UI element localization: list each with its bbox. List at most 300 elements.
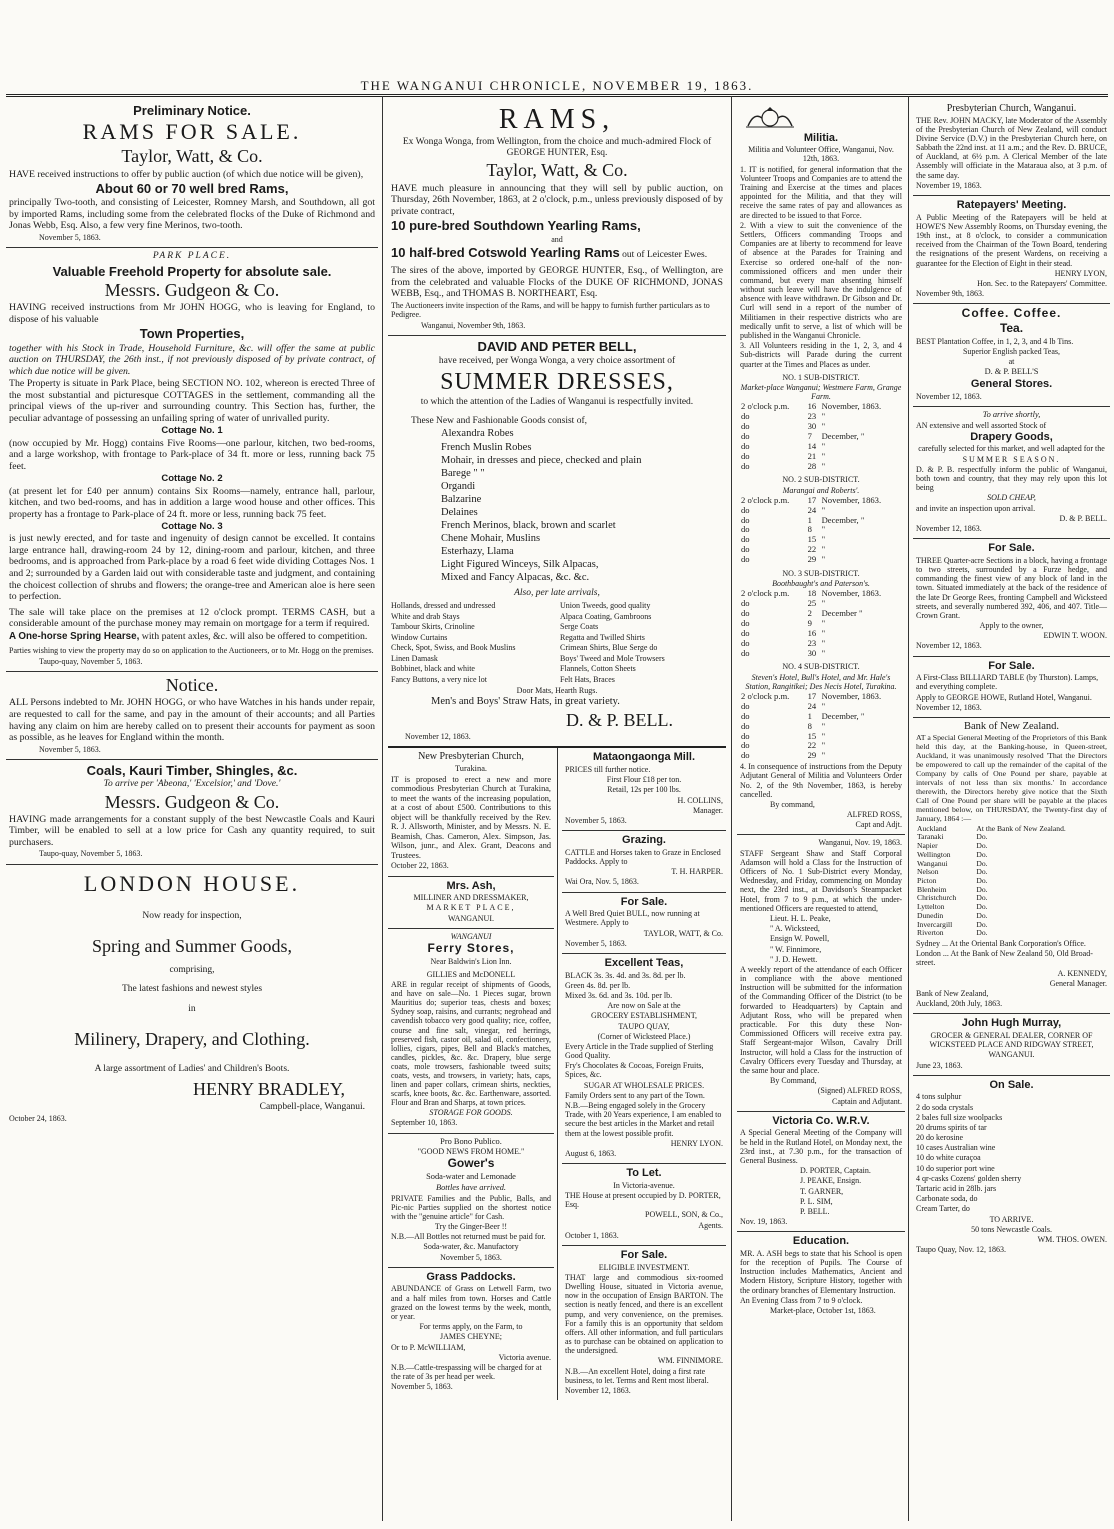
ad-maker: Soda-water, &c. Manufactory [423,1242,519,1252]
ad-body2: carefully selected for this market, and well adapted for the [918,444,1105,454]
schedule-row [740,619,902,629]
goods-item: Organdi [441,480,476,492]
ad-date: Taupo Quay, Nov. 12, 1863. [916,1245,1006,1255]
schedule-row [740,599,902,609]
ad-line: comprising, [169,965,215,976]
ad-line: BLACK 3s. 3s. 4d. and 3s. 8d. per lb. [565,970,686,980]
ad-loc: In Victoria-avenue. [613,1180,675,1190]
teas-ad [562,954,726,1164]
table-cell: Do. [976,841,988,851]
table-cell: do [741,740,750,751]
ad-title: Pro Bono Publico. [440,1136,502,1146]
schedule-row [740,741,902,751]
goods-item: Esterhazy, Llama [441,546,514,558]
ad-firm: Taylor, Watt, & Co. [486,160,628,181]
ad-date: November 5, 1863. [565,938,627,948]
ad-intro: HAVE much pleasure in announcing that they will sell by public auction, on Thursday, 26th November, 1863, at 2 o'clock, p.m., unless previously disposed of by private contract, [391,182,723,217]
ad-body: ALL Persons indebted to Mr. JOHN HOGG, or who have Watches in his hands under repair, are requested to call for the same, and pay in the amount of their accounts; and all Parties having any claim on him are hereby called on to present their accounts for payment as soon as possible, as he leaves for England within the month. [9,697,375,744]
table-cell: do [741,554,750,565]
ad-date: November 19, 1863. [916,180,982,190]
table-cell: 30 [807,421,817,432]
ad-big: SUMMER DRESSES, [440,368,674,395]
ad-firm: GILLIES and McDONELL [426,969,516,979]
ad-line: The latest fashions and newest styles [121,984,263,995]
ad-body: ARE in regular receipt of shipments of Goods, and have on sale—No. 1 Pieces sugar, brown Mauritius do; superior teas, chests and boxes; Sydney soap, raisins, and currants; negrohead and cavendish tobacco very good quality; rice, coffee, course and fine salt, vinegar, red herrings, preserved fish, castor oil, salad oil, confectionery, lollies, cigars, pipes, Bell and Black's matches, candles, pickles, &c. &c. Drapery, blue serge coats, mole trowsers, fashionable tweed suits; coats, vests, and trowsers, in variety; hats, caps, linen and paper collars, crimean shirts, neckties, scarfs, knee boots, &c. &c. Earthenware, assorted. Flour and Bran and Sharps, at town prices. [391,980,551,1108]
ad-date: November 5, 1863. [565,816,627,825]
table-cell: 22 [807,740,817,751]
district-title: NO. 1 SUB-DISTRICT. [782,372,860,382]
ad-title: For Sale. [988,542,1035,555]
ad-date: November 5, 1863. [39,233,101,243]
ad-line: Milinery, Drapery, and Clothing. [74,1028,310,1049]
ad-kicker: WANGANUI [450,931,492,941]
table-cell: 16 [807,401,817,412]
table-cell: 14 [807,440,817,451]
schedule-row [740,402,902,412]
table-cell: 1 [807,710,812,721]
sale-item: Tartaric acid in 28lb. jars [916,1184,997,1194]
ad-date: November 12, 1863. [916,391,982,401]
table-cell: Taranaki [917,832,944,842]
table-cell: do [741,544,750,555]
ad-sign: ALFRED ROSS, [846,810,902,820]
mill-ad [562,748,726,831]
cottage-desc: (at present let for £40 per annum) contains Six Rooms—namely, entrance hall, parlour, kitchen, and two bed-rooms, and has in addition a large wood house and other offices. This property has a frontage to Park-place of 24 ft. more or less, running back 75 feet. [9,485,375,520]
district-title: NO. 2 SUB-DISTRICT. [782,475,860,485]
ad-line: Retail, 12s per 100 lbs. [607,785,681,795]
goods-item: Balzarine [441,493,482,505]
member-name: P. BELL. [800,1206,830,1216]
table-cell: December " [821,608,863,619]
ad-date: November 5, 1863. [391,1382,453,1392]
ad-line: A large assortment of Ladies' and Children's Boots. [94,1064,290,1075]
table-cell: 2 [807,608,812,619]
sale-item: 10 do white curaçoa [916,1153,981,1163]
table-cell: 23 [807,637,817,648]
officer-name: Ensign W. Powell, [770,934,830,944]
ad-viewing: Parties wishing to view the property may do so on application to the Auctioneers, or to Mr. Hogg on the premises. [9,646,374,656]
ad-body: A weekly report of the attendance of each Officer in compliance with the above mentioned Instruction will be submitted for the information of the Commanding Officer of the District (to be forwarded to Headquarters) by Captain and Adjutant Ross, who will be prepared when practicable. For this duty these Non-Commissioned Officers will receive extra pay. Staff Sergeant-major Wilson, Cavalry Drill Instructor, will hold a Class for the instruction of Cavalry Officers every Tuesday and Thursday, at the same hour and place. [740,964,902,1075]
ad-store2: General Stores. [970,378,1053,391]
goods-item: Mohair, in dresses and piece, checked and plain [441,454,642,466]
table-cell: do [741,647,750,658]
table-cell: " [821,554,826,565]
ad-apply: Apply to GEORGE HOWE, Rutland Hotel, Wanganui. [916,692,1092,702]
goods-item: Fancy Buttons, a very nice lot [391,674,487,684]
schedule-row [740,516,902,526]
ad-gower: Gower's [447,1156,495,1171]
table-cell: Do. [976,849,988,859]
goods-item: Felt Hats, Braces [560,674,615,684]
ad-title: New Presbyterian Church, [418,751,524,763]
ad-line: 10 pure-bred Southdown Yearling Rams, [391,218,641,234]
table-cell: November, 1863. [821,494,882,505]
ad-sign: (Signed) ALFRED ROSS, [817,1086,902,1096]
ad-firm: Taylor, Watt, & Co. [121,146,263,167]
schedule-row [740,712,902,722]
goods-item: Tambour Skirts, Crinoline [391,622,475,632]
ad-title: Excellent Teas, [604,956,684,969]
ad-or: Or to P. McWILLIAM, [391,1342,466,1352]
table-cell: Do. [976,884,988,894]
ad-bottles: Bottles have arrived. [435,1182,506,1192]
officer-name: Lieut. H. L. Peake, [770,913,831,923]
place-row [916,868,1107,877]
to-let-ad [562,1164,726,1246]
table-cell: " [821,627,826,638]
ad-line: Spring and Summer Goods, [92,936,292,957]
ad-title: Victoria Co. W.R.V. [772,1114,870,1127]
ad-date: November 12, 1863. [916,641,982,651]
table-cell: 2 o'clock p.m. [741,588,790,599]
ad-london: London ... At the Bank of New Zealand 50, Old Broad-street. [916,949,1093,968]
ad-soda: Soda-water and Lemonade [426,1172,516,1182]
goods-item: Barege " " [441,467,485,479]
ad-office: Militia and Volunteer Office, Wanganui, Nov. 12th, 1863. [748,145,894,164]
table-cell: Dunedin [917,910,944,920]
ad-line: Green 4s. 8d. per lb. [565,980,631,990]
ad-invite: The Auctioneers invite inspection of the Rams, and will be happy to furnish further particulars as to Pedigree. [391,300,710,320]
schedule-row [740,525,902,535]
ad-intro: HAVE received instructions to offer by public auction (of which due notice will be given), [9,168,364,180]
ad-title2: Tea. [999,321,1024,336]
ad-title: Militia. [803,131,839,144]
district-location: Market-place Wanganui; Westmere Farm, Grange Farm. [740,382,902,402]
ad-ave: Victoria avenue. [498,1352,551,1362]
church-ad [388,748,554,876]
table-cell: " [821,534,826,545]
ad-body: HAVING made arrangements for a constant supply of the best Newcastle Coals and Kauri Timber, will be enabled to sell at a low price for Cash any quantity required, to suit purchasers. [9,813,375,848]
table-cell: November, 1863. [821,588,882,599]
table-cell: Do. [976,858,988,868]
ad-arrive: To arrive shortly, [982,409,1041,419]
ad-date: November 12, 1863. [916,523,982,533]
district-title: NO. 3 SUB-DISTRICT. [782,568,860,578]
sale-item: 20 do kerosine [916,1133,964,1143]
place-row [916,929,1107,938]
ad-subtitle: Town Properties, [139,326,245,342]
ad-date: October 22, 1863. [391,861,449,871]
hearse-title: A One-horse Spring Hearse, [9,630,140,642]
ad-para: 3. All Volunteers residing in the 1, 2, 3, and 4 Sub-districts will Parade during the current quarter at the Times and Places as under. [740,341,902,369]
ad-sign: WM. THOS. OWEN. [1037,1234,1107,1244]
ad-title: For Sale. [620,895,668,908]
table-cell: " [821,421,826,432]
ad-title: On Sale. [989,1078,1034,1091]
column-divider [731,96,732,1521]
ad-para: 1. IT is notified, for general information that the Volunteer Troops and Companies are to attend the Training and Exercise at the times and places appointed for the Militia, and that they will receive the same rates of pay and allowances as are directed to be issued to that Force. [740,164,902,220]
schedule-row [740,422,902,432]
ad-body: THE Rev. JOHN MACKY, late Moderator of the Assembly of the Presbyterian Church of New Zealand, will conduct Divine Service (D.V.) in the Presbyterian Church here, on Sabbath the 22nd inst. at 11 a.m.; and the Rev. D. BRUCE, of Auckland, at 6½ p.m. A Clerical Member of the late Assembly will officiate in the Mataraua also, at 3 p.m. of the same day. [916,115,1107,180]
ad-title: John Hugh Murray, [961,1017,1062,1030]
table-cell: do [741,450,750,461]
table-cell: " [821,598,826,609]
ad-intro: HAVING received instructions from Mr JOHN HOGG, who is leaving for England, to dispose of his valuable [9,302,375,325]
ad-storage: STORAGE FOR GOODS. [429,1108,513,1118]
ad-body: THREE Quarter-acre Sections in a block, having a frontage to two streets, surrounded by a Furze hedge, and commanding the finest view of any block of land in the town. Situated immediately at the back of the residence of the late Dr George Rees, fronting Campbell and Wicksteed streets, and severally numbered 392, 406, and 407. Title—Crown Grant. [916,555,1107,620]
table-cell: do [741,730,750,741]
ad-title: Education. [792,1235,850,1248]
ad-body: BEST Plantation Coffee, in 1, 2, 3, and 4 lb Tins. [916,336,1074,346]
ad-role: Agents. [698,1220,723,1230]
ad-town: WANGANUI. [988,1050,1035,1060]
cottage-desc: is just newly erected, and for taste and ingenuity of design cannot be excelled. It contains large entrance hall, drawing-room 24 by 12, dining-room and parlour, kitchen, and three bedrooms, and is approached from Park-place by a road 6 feet wide dividing Cottages Nos. 1 and 2; surrounded by a Garden laid out with considerable taste and judgment, and containing the choicest collection of shrubs and flowers; the orange-tree and American aloe is here seen to perfection. [9,533,375,603]
ad-title: Mataongaonga Mill. [592,751,696,764]
ad-nb: N.B.—All Bottles not returned must be paid for. [391,1232,546,1242]
table-cell: " [821,460,826,471]
table-cell: 21 [807,450,817,461]
grass-paddocks-ad [388,1268,554,1397]
ad-arrive: TO ARRIVE. [989,1214,1034,1224]
schedule-row [740,629,902,639]
table-cell: 18 [807,588,817,599]
table-cell: " [821,544,826,555]
district-location: Marangai and Roberts'. [782,485,860,495]
table-cell: Invercargill [917,919,953,929]
sale-item: 4 qr-casks Cozens' golden sherry [916,1173,1022,1183]
billiard-sale-ad [913,657,1110,718]
ad-firm: Messrs. Gudgeon & Co. [104,280,280,300]
table-cell: " [821,411,826,422]
ad-and: and [551,234,563,244]
ad-town: WANGANUI. [448,913,494,923]
ad-title: RAMS, [498,104,616,135]
notice-ad [6,672,378,760]
goods-item: Chene Mohair, Muslins [441,532,541,544]
table-cell: Do. [976,902,988,912]
column-2 [388,100,726,1519]
ad-loc: Bank of New Zealand, [916,988,989,998]
royal-crest-icon [740,106,800,128]
ad-date: November 5, 1863. [39,744,101,754]
ad-title: Notice. [165,675,219,696]
table-cell: do [741,504,750,515]
table-cell: 15 [807,730,817,741]
ad-tea: Superior English packed Teas, [962,347,1061,357]
goods-item: Alexandra Robes [441,428,514,440]
schedule-row [740,535,902,545]
ad-date: Taupo-quay, November 5, 1863. [39,849,143,859]
table-cell: do [741,514,750,525]
ferry-stores-ad [388,929,554,1134]
ad-sub: ELIGIBLE INVESTMENT. [598,1262,690,1272]
ad-nb: N.B.—An excellent Hotel, doing a first rate business, to let. Terms and Rent most liberal. [565,1366,709,1385]
ad-sign: HENRY LYON, [1054,268,1107,278]
table-cell: 29 [807,750,817,761]
sale-item: 2 do soda crystals [916,1102,974,1112]
sale-item: Cream Tarter, do [916,1204,970,1214]
table-cell: 2 o'clock p.m. [741,691,790,702]
investment-sale-ad [562,1246,726,1400]
table-cell: Do. [976,867,988,877]
officer-name: " J. D. Hewett. [770,954,818,964]
schedule-row [740,555,902,565]
ad-line: First Flour £18 per ton. [606,775,682,785]
goods-item: Mixed and Fancy Alpacas, &c. &c. [441,572,590,584]
ad-sign: POWELL, SON, & Co., [645,1210,723,1220]
ad-by: By command, [770,799,815,809]
schedule-row [740,462,902,472]
table-cell: do [741,617,750,628]
table-cell: 8 [807,720,812,731]
sale-item: 4 tons sulphur [916,1092,962,1102]
table-cell: Auckland [917,823,947,833]
bull-sale-ad [562,893,726,954]
ad-body: ABUNDANCE of Grass on Letwell Farm, two and a half miles from town. Horses and Cattle grazed on the lowest terms by the week, month, or year. [391,1284,551,1322]
ad-lead: together with his Stock in Trade, Household Furniture, &c. will offer the same at public auction on THURSDAY, the 26th inst., if not previously disposed of by private contract, of which due notice will be given. [9,342,375,377]
ad-date: August 6, 1863. [565,1148,617,1158]
table-cell: do [741,440,750,451]
table-cell: 9 [807,617,812,628]
ad-sign: TAYLOR, WATT, & Co. [643,928,723,938]
schedule-row [740,545,902,555]
cottage-title: Cottage No. 3 [161,521,223,533]
table-cell: do [741,627,750,638]
rams-ad [388,100,726,336]
table-cell: 22 [807,544,817,555]
ad-sign: D. & P. BELL. [565,709,673,730]
ad-apply: Apply to the owner, [979,621,1044,631]
table-cell: " [821,700,826,711]
ad-quote: "GOOD NEWS FROM HOME." [417,1147,525,1157]
ad-coals: 50 tons Newcastle Coals. [971,1224,1052,1234]
table-cell: do [741,608,750,619]
table-cell: " [821,740,826,751]
schedule-row [740,702,902,712]
ad-orders: Family Orders sent to any part of the Town. [565,1090,705,1100]
ad-invite: and invite an inspection upon arrival. [916,503,1036,513]
ad-date: Wai Ora, Nov. 5, 1863. [565,877,639,887]
table-cell: do [741,430,750,441]
goods-item: Delaines [441,506,478,518]
ad-name: HENRY BRADLEY, [192,1079,345,1100]
table-cell: 17 [807,691,817,702]
district-schedule [740,589,902,658]
sale-item: Carbonate soda, do [916,1194,978,1204]
cottage-title: Cottage No. 2 [161,473,223,485]
ad-store: D. & P. BELL'S [984,367,1039,377]
ad-role: Captain and Adjutant. [832,1096,902,1106]
presbyterian-ad [913,100,1110,196]
ad-desc: The sires of the above, imported by GEORGE HUNTER, Esq., of Wellington, are from the celebrated and valuable Flocks of the DUKE OF RICHMOND, JONAS WEBB, Esq., and THOMAS B. NORTHEART, Esq. [391,265,723,300]
table-cell: 1 [807,514,812,525]
on-sale-ad [913,1076,1110,1260]
ad-body: AT a Special General Meeting of the Proprietors of this Bank held this day, at the Banking-house, in Queen-street, Auckland, it was unanimously resolved 'That the Directors be empowered to call up the remainder of the capital of the Company by calls of One Pound per share, payable at intervals of not less than six months.' In accordance therewith, the Directors hereby give notice that the Sixth Call of One Pound per share will be payable at the places mentioned below, on THURSDAY, the Twenty-first day of January, 1864 :— [916,733,1107,823]
member-name: J. PEAKE, Ensign. [800,1176,862,1186]
ad-frys: Fry's Chocolates & Cocoas, Foreign Fruits, Spices, &c. [565,1061,704,1080]
ad-title: DAVID AND PETER BELL, [477,339,637,355]
schedule-row [740,692,902,702]
ad-date: November 12, 1863. [405,731,471,741]
ad-title: LONDON HOUSE. [83,870,301,896]
ad-corner: (Corner of Wicksteed Place.) [597,1031,691,1041]
table-cell: Do. [976,893,988,903]
ad-sign: A. KENNEDY, [1057,968,1107,978]
ad-hats: Men's and Boys' Straw Hats, in great variety. [431,696,620,708]
ad-kicker: Preliminary Notice. [133,103,251,118]
ad-role: Capt and Adjt. [855,820,902,830]
table-cell: " [821,750,826,761]
table-cell: 24 [807,504,817,515]
table-cell: Blenheim [917,884,947,894]
ad-name: JAMES CHEYNE; [439,1332,502,1342]
table-cell: Nelson [917,867,939,877]
table-cell: do [741,720,750,731]
table-cell: do [741,598,750,609]
ad-title: Presbyterian Church, Wanganui. [946,103,1077,114]
ad-body: A First-Class BILLIARD TABLE (by Thurston). Lamps, and everything complete. [916,673,1099,692]
victoria-co-ad [737,1112,905,1233]
ad-arrive: To arrive per 'Abeona,' 'Excelsior,' and 'Dove.' [103,779,281,790]
table-cell: " [821,450,826,461]
table-cell: " [821,720,826,731]
place-row [916,860,1107,869]
table-cell: 2 o'clock p.m. [741,494,790,505]
ad-date: Auckland, 20th July, 1863. [916,999,1003,1009]
schedule-row [740,609,902,619]
table-cell: 25 [807,598,817,609]
ad-sub: MILLINER AND DRESSMAKER, [413,893,529,903]
ad-body: A Special General Meeting of the Company will be held in the Rutland Hotel, on Monday next, the 23rd inst., at 7.30 p.m., for the transaction of General Business. [740,1128,902,1165]
ad-season: SUMMER SEASON. [962,454,1061,464]
schedule-row [740,639,902,649]
london-house-ad [6,865,378,1128]
goods-item: Light Figured Winceys, Silk Alpacas, [441,559,599,571]
officer-name: " A. Wicksteed, [770,924,820,934]
ad-est: GROCERY ESTABLISHMENT, [590,1011,698,1021]
schedule-row [740,589,902,599]
ad-title: To Let. [626,1167,662,1180]
militia-ad [737,100,905,835]
table-cell: do [741,700,750,711]
table-cell: 2 o'clock p.m. [741,401,790,412]
column-divider [382,96,383,1521]
sale-item: 20 drums spirits of tar [916,1122,987,1132]
ad-para: 2. With a view to suit the convenience of the Settlers, Officers commanding Troops and Companies are at liberty to recommend for leave of absence at the Parades for Training and Exercise so ordered one-half of the non-commissioned officers and men under their command, but every man absenting himself without such leave will have the indulgence of absence with leave withdrawn. Dr Gibson and Dr. Curl will send in a report of the number of Militiamen in their respective districts who are medically unfit to serve, a list of which will be published in the Wanganui Chronicle. [740,220,902,341]
goods-item: Window Curtains [391,632,448,642]
ad-date: June 23, 1863. [916,1060,963,1070]
ad-sub2: to which the attention of the Ladies of Wanganui is respectfully invited. [420,397,694,408]
ad-date: November 9th, 1863. [916,289,984,299]
table-cell: 24 [807,700,817,711]
table-cell: 17 [807,494,817,505]
ad-body: THAT large and commodious six-roomed Dwelling House, situated in Victoria avenue, now in the occupation of Ensign BARTON. The section is neatly fenced, and there is an excellent pump, and very convenience, on the premises. For a family this is an opportunity that seldom offers. All other information, and full particulars as to purchase can be obtained on application to the undersigned. [565,1272,723,1356]
education-ad [737,1232,905,1320]
ad-line: Now ready for inspection, [142,910,242,921]
table-cell: November, 1863. [821,691,882,702]
ad-body: IT is proposed to erect a new and more commodious Presbyterian Church at Turakina, to meet the wants of the increasing population, at a cost of about £500. Contributions to this object will be thankfully received by the Rev. R. J. Allsworth, Minister, and by Messrs. N. E. Beamish, Chas. Cameron, Alex. Simpson, Jas. Wilson, junr., and Alex. Grant, Deacons and Trustees. [391,774,551,860]
ad-nb: N.B.—Cattle-trespassing will be charged for at the rate of 3s per head per week. [391,1362,542,1382]
goods-item: Union Tweeds, good quality [560,601,651,611]
goods-item: French Merinos, black, brown and scarlet [441,519,616,531]
ad-body: A Public Meeting of the Ratepayers will be held at HOWE'S New Assembly Rooms, on Thursday evening, the 19th inst., at 8 o'clock, to consider a communication received from the Chairman of the Town Board, tendering the resignations of the present Wardens, on receiving a guarantee for the Election of Eight in their stead. [916,212,1107,268]
table-cell: " [821,504,826,515]
ad-date: November 12, 1863. [916,702,982,712]
ad-body: PRIVATE Families and the Public, Balls, and Pic-nic Parties supplied on the shortest notice with the "genuine article" for Cash. [391,1193,551,1221]
ad-sub: have received, per Wonga Wonga, a very choice assortment of [438,355,676,366]
ad-body: CATTLE and Horses taken to Graze in Enclosed Paddocks. Apply to [565,847,721,867]
sale-item: 10 cases Australian wine [916,1143,996,1153]
ad-place: Turakina. [454,763,488,773]
ad-date: Market-place, October 1st, 1863. [770,1306,876,1316]
ad-role: General Manager. [1049,978,1107,988]
ad-body: AN extensive and well assorted Stock of [916,420,1047,430]
table-cell: Christchurch [917,893,957,903]
table-cell: do [741,460,750,471]
table-cell: do [741,710,750,721]
table-cell: 23 [807,411,817,422]
table-cell: Napier [917,841,938,851]
